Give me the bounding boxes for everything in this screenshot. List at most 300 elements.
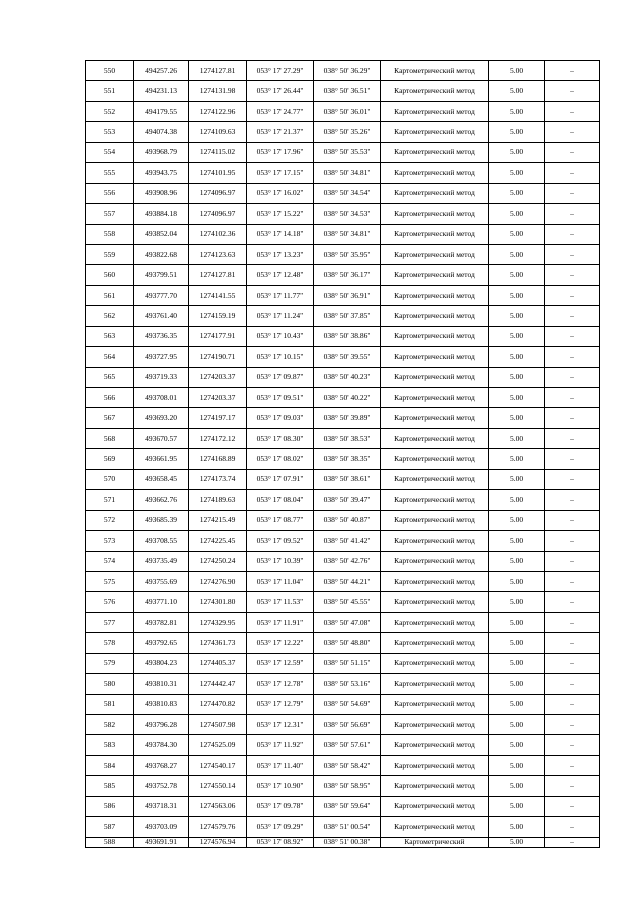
- method-cell: Картометрический метод: [381, 183, 489, 203]
- x-coordinate-cell: 493752.78: [134, 776, 189, 796]
- latitude-cell: 053° 17' 10.15": [247, 347, 314, 367]
- point-number-cell: 557: [86, 204, 134, 224]
- y-coordinate-cell: 1274250.24: [189, 551, 247, 571]
- longitude-cell: 038° 50' 34.54": [314, 183, 381, 203]
- y-coordinate-cell: 1274540.17: [189, 755, 247, 775]
- x-coordinate-cell: 493908.96: [134, 183, 189, 203]
- longitude-cell: 038° 50' 34.81": [314, 163, 381, 183]
- note-cell: –: [545, 715, 600, 735]
- latitude-cell: 053° 17' 15.22": [247, 204, 314, 224]
- accuracy-cell: 5.00: [489, 326, 545, 346]
- table-row: [86, 776, 600, 796]
- latitude-cell: 053° 17' 26.44": [247, 81, 314, 101]
- x-coordinate-cell: 494231.13: [134, 81, 189, 101]
- table-row: [86, 101, 600, 121]
- table-row: [86, 469, 600, 489]
- y-coordinate-cell: 1274159.19: [189, 306, 247, 326]
- note-cell: –: [545, 449, 600, 469]
- table-row: [86, 449, 600, 469]
- latitude-cell: 053° 17' 12.78": [247, 674, 314, 694]
- y-coordinate-cell: 1274102.36: [189, 224, 247, 244]
- note-cell: –: [545, 837, 600, 847]
- method-cell: Картометрический метод: [381, 653, 489, 673]
- method-cell: Картометрический метод: [381, 428, 489, 448]
- y-coordinate-cell: 1274101.95: [189, 163, 247, 183]
- accuracy-cell: 5.00: [489, 285, 545, 305]
- y-coordinate-cell: 1274576.94: [189, 837, 247, 847]
- point-number-cell: 572: [86, 510, 134, 530]
- accuracy-cell: 5.00: [489, 490, 545, 510]
- table-row: [86, 61, 600, 81]
- method-cell: Картометрический метод: [381, 367, 489, 387]
- y-coordinate-cell: 1274470.82: [189, 694, 247, 714]
- coordinates-table: [85, 60, 600, 848]
- accuracy-cell: 5.00: [489, 367, 545, 387]
- y-coordinate-cell: 1274173.74: [189, 469, 247, 489]
- table-row: [86, 837, 600, 847]
- y-coordinate-cell: 1274276.90: [189, 571, 247, 591]
- y-coordinate-cell: 1274177.91: [189, 326, 247, 346]
- method-cell: Картометрический метод: [381, 224, 489, 244]
- table-row: [86, 183, 600, 203]
- point-number-cell: 556: [86, 183, 134, 203]
- note-cell: –: [545, 755, 600, 775]
- x-coordinate-cell: 493884.18: [134, 204, 189, 224]
- point-number-cell: 576: [86, 592, 134, 612]
- latitude-cell: 053° 17' 09.52": [247, 531, 314, 551]
- point-number-cell: 577: [86, 612, 134, 632]
- method-cell: Картометрический метод: [381, 674, 489, 694]
- point-number-cell: 550: [86, 61, 134, 81]
- note-cell: –: [545, 653, 600, 673]
- table-row: [86, 633, 600, 653]
- method-cell: Картометрический метод: [381, 715, 489, 735]
- y-coordinate-cell: 1274190.71: [189, 347, 247, 367]
- note-cell: –: [545, 592, 600, 612]
- y-coordinate-cell: 1274115.02: [189, 142, 247, 162]
- latitude-cell: 053° 17' 16.02": [247, 183, 314, 203]
- point-number-cell: 565: [86, 367, 134, 387]
- x-coordinate-cell: 493810.31: [134, 674, 189, 694]
- accuracy-cell: 5.00: [489, 449, 545, 469]
- point-number-cell: 585: [86, 776, 134, 796]
- x-coordinate-cell: 493735.49: [134, 551, 189, 571]
- method-cell: Картометрический метод: [381, 551, 489, 571]
- x-coordinate-cell: 494257.26: [134, 61, 189, 81]
- accuracy-cell: 5.00: [489, 694, 545, 714]
- note-cell: –: [545, 531, 600, 551]
- longitude-cell: 038° 50' 36.29": [314, 61, 381, 81]
- method-cell: Картометрический метод: [381, 285, 489, 305]
- table-row: [86, 735, 600, 755]
- point-number-cell: 571: [86, 490, 134, 510]
- x-coordinate-cell: 493810.83: [134, 694, 189, 714]
- accuracy-cell: 5.00: [489, 551, 545, 571]
- method-cell: Картометрический метод: [381, 449, 489, 469]
- accuracy-cell: 5.00: [489, 531, 545, 551]
- table-row: [86, 244, 600, 264]
- x-coordinate-cell: 493768.27: [134, 755, 189, 775]
- accuracy-cell: 5.00: [489, 674, 545, 694]
- table-row: [86, 715, 600, 735]
- latitude-cell: 053° 17' 09.03": [247, 408, 314, 428]
- longitude-cell: 038° 50' 36.51": [314, 81, 381, 101]
- note-cell: –: [545, 612, 600, 632]
- latitude-cell: 053° 17' 11.24": [247, 306, 314, 326]
- note-cell: –: [545, 735, 600, 755]
- table-row: [86, 163, 600, 183]
- table-row: [86, 817, 600, 837]
- longitude-cell: 038° 50' 38.61": [314, 469, 381, 489]
- accuracy-cell: 5.00: [489, 265, 545, 285]
- latitude-cell: 053° 17' 09.51": [247, 388, 314, 408]
- y-coordinate-cell: 1274197.17: [189, 408, 247, 428]
- point-number-cell: 558: [86, 224, 134, 244]
- y-coordinate-cell: 1274141.55: [189, 285, 247, 305]
- table-row: [86, 674, 600, 694]
- y-coordinate-cell: 1274203.37: [189, 388, 247, 408]
- x-coordinate-cell: 494179.55: [134, 101, 189, 121]
- x-coordinate-cell: 493782.81: [134, 612, 189, 632]
- method-cell: Картометрический метод: [381, 101, 489, 121]
- y-coordinate-cell: 1274442.47: [189, 674, 247, 694]
- x-coordinate-cell: 493727.95: [134, 347, 189, 367]
- method-cell: Картометрический метод: [381, 61, 489, 81]
- y-coordinate-cell: 1274168.89: [189, 449, 247, 469]
- y-coordinate-cell: 1274507.98: [189, 715, 247, 735]
- table-row: [86, 265, 600, 285]
- method-cell: Картометрический метод: [381, 347, 489, 367]
- longitude-cell: 038° 50' 38.35": [314, 449, 381, 469]
- table-row: [86, 306, 600, 326]
- latitude-cell: 053° 17' 12.48": [247, 265, 314, 285]
- x-coordinate-cell: 493968.79: [134, 142, 189, 162]
- longitude-cell: 038° 50' 34.53": [314, 204, 381, 224]
- method-cell: Картометрический метод: [381, 122, 489, 142]
- x-coordinate-cell: 493718.31: [134, 796, 189, 816]
- longitude-cell: 038° 50' 54.69": [314, 694, 381, 714]
- x-coordinate-cell: 493852.04: [134, 224, 189, 244]
- y-coordinate-cell: 1274109.63: [189, 122, 247, 142]
- y-coordinate-cell: 1274215.49: [189, 510, 247, 530]
- point-number-cell: 587: [86, 817, 134, 837]
- note-cell: –: [545, 633, 600, 653]
- accuracy-cell: 5.00: [489, 715, 545, 735]
- accuracy-cell: 5.00: [489, 142, 545, 162]
- accuracy-cell: 5.00: [489, 755, 545, 775]
- method-cell: Картометрический метод: [381, 244, 489, 264]
- latitude-cell: 053° 17' 08.30": [247, 428, 314, 448]
- accuracy-cell: 5.00: [489, 408, 545, 428]
- table-row: [86, 490, 600, 510]
- longitude-cell: 038° 50' 58.42": [314, 755, 381, 775]
- y-coordinate-cell: 1274131.98: [189, 81, 247, 101]
- longitude-cell: 038° 50' 38.53": [314, 428, 381, 448]
- note-cell: –: [545, 469, 600, 489]
- x-coordinate-cell: 493784.30: [134, 735, 189, 755]
- table-row: [86, 224, 600, 244]
- note-cell: –: [545, 81, 600, 101]
- method-cell: Картометрический метод: [381, 306, 489, 326]
- table-body: [86, 61, 600, 848]
- y-coordinate-cell: 1274096.97: [189, 183, 247, 203]
- point-number-cell: 570: [86, 469, 134, 489]
- latitude-cell: 053° 17' 13.23": [247, 244, 314, 264]
- note-cell: –: [545, 244, 600, 264]
- x-coordinate-cell: 493708.55: [134, 531, 189, 551]
- accuracy-cell: 5.00: [489, 204, 545, 224]
- accuracy-cell: 5.00: [489, 776, 545, 796]
- latitude-cell: 053° 17' 17.96": [247, 142, 314, 162]
- table-row: [86, 142, 600, 162]
- longitude-cell: 038° 50' 38.86": [314, 326, 381, 346]
- table-row: [86, 571, 600, 591]
- y-coordinate-cell: 1274563.06: [189, 796, 247, 816]
- accuracy-cell: 5.00: [489, 122, 545, 142]
- note-cell: –: [545, 265, 600, 285]
- table-row: [86, 81, 600, 101]
- note-cell: –: [545, 122, 600, 142]
- y-coordinate-cell: 1274301.80: [189, 592, 247, 612]
- point-number-cell: 573: [86, 531, 134, 551]
- x-coordinate-cell: 493662.76: [134, 490, 189, 510]
- x-coordinate-cell: 493822.68: [134, 244, 189, 264]
- table-row: [86, 326, 600, 346]
- x-coordinate-cell: 493708.01: [134, 388, 189, 408]
- latitude-cell: 053° 17' 07.91": [247, 469, 314, 489]
- method-cell: Картометрический метод: [381, 694, 489, 714]
- note-cell: –: [545, 674, 600, 694]
- latitude-cell: 053° 17' 08.02": [247, 449, 314, 469]
- point-number-cell: 583: [86, 735, 134, 755]
- accuracy-cell: 5.00: [489, 428, 545, 448]
- note-cell: –: [545, 796, 600, 816]
- note-cell: –: [545, 694, 600, 714]
- table-row: [86, 755, 600, 775]
- point-number-cell: 569: [86, 449, 134, 469]
- point-number-cell: 581: [86, 694, 134, 714]
- table-row: [86, 694, 600, 714]
- table-row: [86, 612, 600, 632]
- method-cell: Картометрический метод: [381, 612, 489, 632]
- note-cell: –: [545, 817, 600, 837]
- x-coordinate-cell: 493685.39: [134, 510, 189, 530]
- longitude-cell: 038° 50' 56.69": [314, 715, 381, 735]
- method-cell: Картометрический метод: [381, 776, 489, 796]
- accuracy-cell: 5.00: [489, 817, 545, 837]
- x-coordinate-cell: 493771.10: [134, 592, 189, 612]
- point-number-cell: 580: [86, 674, 134, 694]
- longitude-cell: 038° 50' 35.26": [314, 122, 381, 142]
- longitude-cell: 038° 50' 39.47": [314, 490, 381, 510]
- point-number-cell: 563: [86, 326, 134, 346]
- table-row: [86, 551, 600, 571]
- latitude-cell: 053° 17' 10.90": [247, 776, 314, 796]
- accuracy-cell: 5.00: [489, 592, 545, 612]
- method-cell: Картометрический: [381, 837, 489, 847]
- point-number-cell: 588: [86, 837, 134, 847]
- point-number-cell: 554: [86, 142, 134, 162]
- latitude-cell: 053° 17' 09.29": [247, 817, 314, 837]
- accuracy-cell: 5.00: [489, 612, 545, 632]
- x-coordinate-cell: 493658.45: [134, 469, 189, 489]
- method-cell: Картометрический метод: [381, 490, 489, 510]
- longitude-cell: 038° 50' 40.23": [314, 367, 381, 387]
- latitude-cell: 053° 17' 14.18": [247, 224, 314, 244]
- note-cell: –: [545, 204, 600, 224]
- point-number-cell: 579: [86, 653, 134, 673]
- table-row: [86, 388, 600, 408]
- y-coordinate-cell: 1274189.63: [189, 490, 247, 510]
- accuracy-cell: 5.00: [489, 244, 545, 264]
- latitude-cell: 053° 17' 11.40": [247, 755, 314, 775]
- y-coordinate-cell: 1274225.45: [189, 531, 247, 551]
- accuracy-cell: 5.00: [489, 306, 545, 326]
- x-coordinate-cell: 493943.75: [134, 163, 189, 183]
- note-cell: –: [545, 163, 600, 183]
- table-row: [86, 531, 600, 551]
- latitude-cell: 053° 17' 09.78": [247, 796, 314, 816]
- longitude-cell: 038° 50' 42.76": [314, 551, 381, 571]
- longitude-cell: 038° 50' 35.95": [314, 244, 381, 264]
- accuracy-cell: 5.00: [489, 469, 545, 489]
- table-row: [86, 285, 600, 305]
- note-cell: –: [545, 306, 600, 326]
- longitude-cell: 038° 50' 47.08": [314, 612, 381, 632]
- point-number-cell: 582: [86, 715, 134, 735]
- method-cell: Картометрический метод: [381, 817, 489, 837]
- accuracy-cell: 5.00: [489, 101, 545, 121]
- longitude-cell: 038° 50' 45.55": [314, 592, 381, 612]
- table-row: [86, 796, 600, 816]
- longitude-cell: 038° 50' 53.16": [314, 674, 381, 694]
- x-coordinate-cell: 493804.23: [134, 653, 189, 673]
- longitude-cell: 038° 50' 58.95": [314, 776, 381, 796]
- note-cell: –: [545, 388, 600, 408]
- table-row: [86, 204, 600, 224]
- point-number-cell: 567: [86, 408, 134, 428]
- method-cell: Картометрический метод: [381, 204, 489, 224]
- x-coordinate-cell: 493761.40: [134, 306, 189, 326]
- method-cell: Картометрический метод: [381, 531, 489, 551]
- latitude-cell: 053° 17' 08.92": [247, 837, 314, 847]
- longitude-cell: 038° 50' 44.21": [314, 571, 381, 591]
- latitude-cell: 053° 17' 10.43": [247, 326, 314, 346]
- note-cell: –: [545, 61, 600, 81]
- longitude-cell: 038° 50' 34.81": [314, 224, 381, 244]
- method-cell: Картометрический метод: [381, 142, 489, 162]
- point-number-cell: 559: [86, 244, 134, 264]
- accuracy-cell: 5.00: [489, 571, 545, 591]
- accuracy-cell: 5.00: [489, 388, 545, 408]
- y-coordinate-cell: 1274579.76: [189, 817, 247, 837]
- latitude-cell: 053° 17' 08.04": [247, 490, 314, 510]
- table-row: [86, 408, 600, 428]
- latitude-cell: 053° 17' 12.59": [247, 653, 314, 673]
- table-row: [86, 367, 600, 387]
- note-cell: –: [545, 142, 600, 162]
- accuracy-cell: 5.00: [489, 61, 545, 81]
- y-coordinate-cell: 1274203.37: [189, 367, 247, 387]
- x-coordinate-cell: 493670.57: [134, 428, 189, 448]
- note-cell: –: [545, 490, 600, 510]
- accuracy-cell: 5.00: [489, 224, 545, 244]
- table-row: [86, 122, 600, 142]
- y-coordinate-cell: 1274405.37: [189, 653, 247, 673]
- method-cell: Картометрический метод: [381, 163, 489, 183]
- note-cell: –: [545, 347, 600, 367]
- accuracy-cell: 5.00: [489, 163, 545, 183]
- y-coordinate-cell: 1274361.73: [189, 633, 247, 653]
- method-cell: Картометрический метод: [381, 592, 489, 612]
- note-cell: –: [545, 776, 600, 796]
- y-coordinate-cell: 1274122.96: [189, 101, 247, 121]
- point-number-cell: 574: [86, 551, 134, 571]
- point-number-cell: 568: [86, 428, 134, 448]
- note-cell: –: [545, 224, 600, 244]
- y-coordinate-cell: 1274550.14: [189, 776, 247, 796]
- point-number-cell: 555: [86, 163, 134, 183]
- table-row: [86, 653, 600, 673]
- longitude-cell: 038° 50' 48.80": [314, 633, 381, 653]
- latitude-cell: 053° 17' 24.77": [247, 101, 314, 121]
- point-number-cell: 564: [86, 347, 134, 367]
- latitude-cell: 053° 17' 11.04": [247, 571, 314, 591]
- accuracy-cell: 5.00: [489, 633, 545, 653]
- point-number-cell: 575: [86, 571, 134, 591]
- y-coordinate-cell: 1274127.81: [189, 265, 247, 285]
- x-coordinate-cell: 493703.09: [134, 817, 189, 837]
- point-number-cell: 578: [86, 633, 134, 653]
- accuracy-cell: 5.00: [489, 653, 545, 673]
- accuracy-cell: 5.00: [489, 81, 545, 101]
- table-row: [86, 510, 600, 530]
- table-row: [86, 592, 600, 612]
- method-cell: Картометрический метод: [381, 755, 489, 775]
- note-cell: –: [545, 367, 600, 387]
- note-cell: –: [545, 101, 600, 121]
- x-coordinate-cell: 493777.70: [134, 285, 189, 305]
- accuracy-cell: 5.00: [489, 735, 545, 755]
- longitude-cell: 038° 50' 40.22": [314, 388, 381, 408]
- point-number-cell: 562: [86, 306, 134, 326]
- x-coordinate-cell: 493736.35: [134, 326, 189, 346]
- point-number-cell: 566: [86, 388, 134, 408]
- note-cell: –: [545, 428, 600, 448]
- latitude-cell: 053° 17' 17.15": [247, 163, 314, 183]
- x-coordinate-cell: 494074.38: [134, 122, 189, 142]
- latitude-cell: 053° 17' 10.39": [247, 551, 314, 571]
- latitude-cell: 053° 17' 11.53": [247, 592, 314, 612]
- point-number-cell: 551: [86, 81, 134, 101]
- note-cell: –: [545, 285, 600, 305]
- x-coordinate-cell: 493755.69: [134, 571, 189, 591]
- longitude-cell: 038° 50' 51.15": [314, 653, 381, 673]
- x-coordinate-cell: 493796.28: [134, 715, 189, 735]
- longitude-cell: 038° 50' 37.85": [314, 306, 381, 326]
- x-coordinate-cell: 493799.51: [134, 265, 189, 285]
- point-number-cell: 586: [86, 796, 134, 816]
- longitude-cell: 038° 50' 39.89": [314, 408, 381, 428]
- y-coordinate-cell: 1274127.81: [189, 61, 247, 81]
- table-row: [86, 428, 600, 448]
- x-coordinate-cell: 493661.95: [134, 449, 189, 469]
- y-coordinate-cell: 1274329.95: [189, 612, 247, 632]
- accuracy-cell: 5.00: [489, 183, 545, 203]
- x-coordinate-cell: 493792.65: [134, 633, 189, 653]
- method-cell: Картометрический метод: [381, 388, 489, 408]
- longitude-cell: 038° 50' 39.55": [314, 347, 381, 367]
